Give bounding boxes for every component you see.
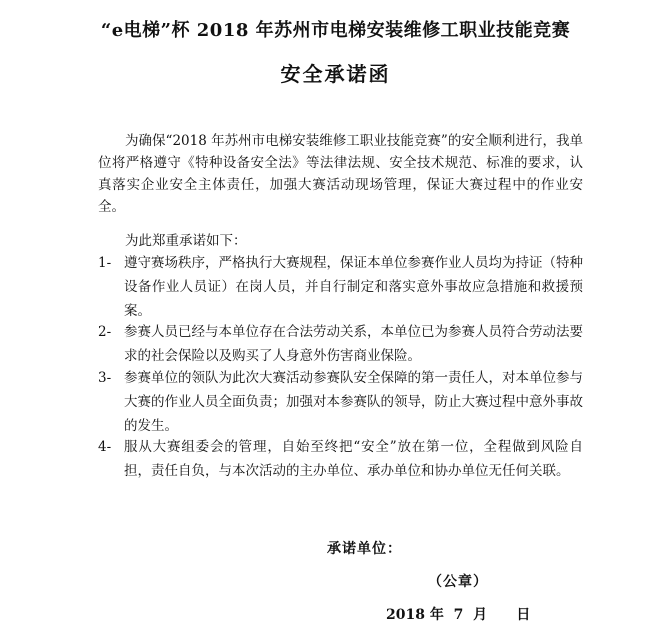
signing-unit-label: 承诺单位： [327,541,402,557]
signing-date: 2018 年 7 月 日 [386,607,531,623]
intro-paragraph: 为确保“2018 年苏州市电梯安装维修工职业技能竞赛”的安全顺利进行，我单位将严格遵守《特种设备安全法》等法律法规、安全技术规范、标准的要求，认真落实企业安全主体责任，加强大赛活动现场管理，保证大赛过程中的作业安全。 [98,133,583,215]
pledge-item-text: 服从大赛组委会的管理，自始至终把“安全”放在第一位，全程做到风险自担，责任自负，与本次活动的主办单位、承办单位和协办单位无任何关联。 [124,439,583,479]
pledge-item [98,366,583,438]
document-title: “e电梯”杯 2018 年苏州市电梯安装维修工职业技能竞赛 [100,20,571,41]
pledge-item [98,435,583,483]
pledge-item [98,251,583,323]
official-seal-label: （公章） [428,574,488,590]
pledge-item-text: 参赛单位的领队为此次大赛活动参赛队安全保障的第一责任人，对本单位参与大赛的作业人员全面负责；加强对本参赛队的领导，防止大赛过程中意外事故的发生。 [124,370,583,434]
pledge-item-number: 1- [98,255,112,271]
pledge-item [98,320,583,368]
pledge-item-number: 4- [98,439,112,455]
pledge-item-text: 遵守赛场秩序，严格执行大赛规程，保证本单位参赛作业人员均为持证（特种设备作业人员证）在岗人员，并自行制定和落实意外事故应急措施和救援预案。 [124,255,583,319]
pledge-item-number: 2- [98,324,112,340]
pledge-lead-paragraph: 为此郑重承诺如下： [125,233,247,249]
document-subtitle: 安全承诺函 [280,62,391,86]
pledge-item-number: 3- [98,370,112,386]
pledge-item-text: 参赛人员已经与本单位存在合法劳动关系，本单位已为参赛人员符合劳动法要求的社会保险以及购买了人身意外伤害商业保险。 [124,324,583,364]
